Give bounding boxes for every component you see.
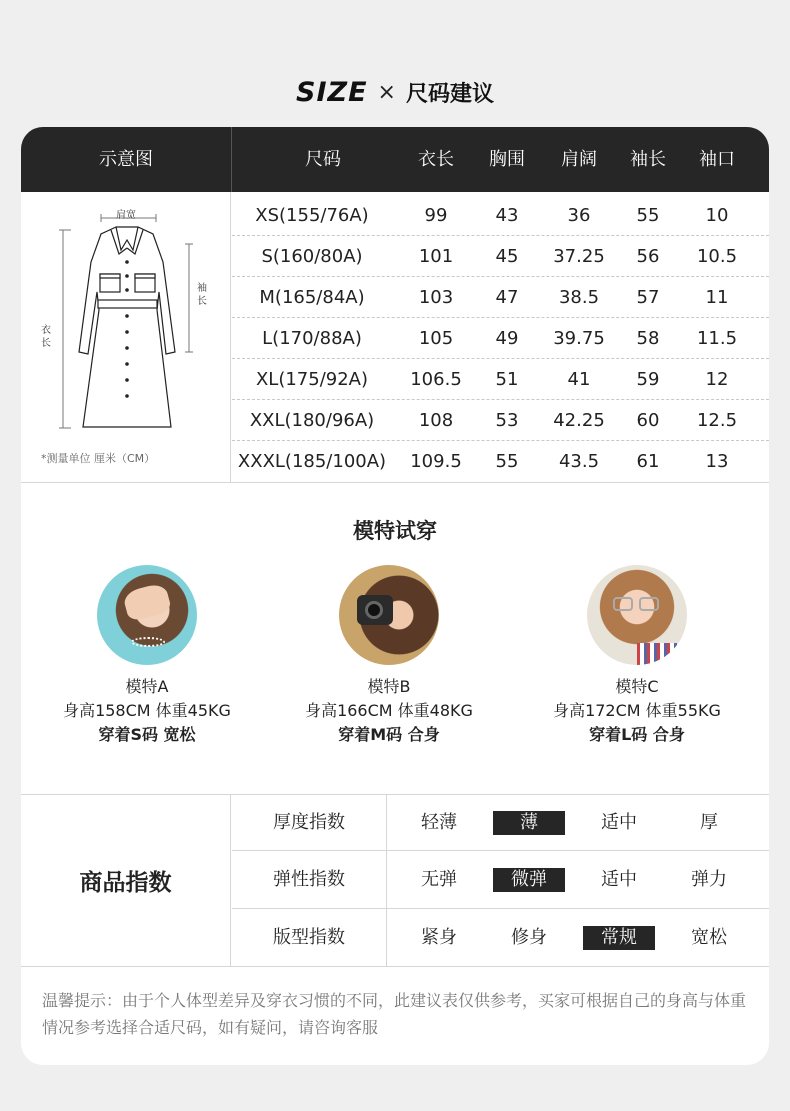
size-card: [21, 127, 769, 1065]
index-option-selected: 常规: [583, 926, 655, 950]
cell-length: 99: [424, 205, 448, 226]
table-row: [232, 195, 769, 236]
size-tip: 温馨提示：由于个人体型差异及穿衣习惯的不同，此建议表仅供参考，买家可根据自己的身高与体重情况参考选择合适尺码，如有疑问，请咨询客服: [42, 991, 747, 1037]
models-title: 模特试穿: [353, 519, 437, 543]
index-option: 宽松: [691, 927, 727, 948]
table-row: [232, 277, 769, 318]
col-header-size: 尺码: [305, 149, 341, 170]
cell-bust: 43: [495, 205, 519, 226]
model-a-avatar: [97, 565, 197, 665]
brand-wordmark: SIZE: [296, 76, 368, 108]
cell-cuff: 12: [705, 369, 729, 390]
cell-sleeve: 56: [636, 246, 660, 267]
index-option-selected: 薄: [493, 811, 565, 835]
cell-bust: 45: [495, 246, 519, 267]
col-header-sleeve: 袖长: [630, 149, 666, 170]
index-option: 弹力: [691, 869, 727, 890]
model-fit: 穿着M码 合身: [338, 725, 440, 744]
cell-shoulder: 39.75: [553, 328, 605, 349]
cell-length: 103: [418, 287, 454, 308]
unit-note: *测量单位 厘米（CM）: [41, 452, 156, 465]
coat-sketch-icon: [21, 192, 231, 442]
model-name: 模特A: [125, 677, 169, 696]
index-option: 紧身: [421, 927, 457, 948]
cell-bust: 49: [495, 328, 519, 349]
model-stats: 身高158CM 体重45KG: [63, 701, 231, 720]
index-label: 版型指数: [232, 909, 387, 966]
model-stats: 身高166CM 体重48KG: [305, 701, 473, 720]
cell-shoulder: 37.25: [553, 246, 605, 267]
garment-diagram: [21, 192, 231, 482]
table-row: [232, 236, 769, 277]
index-row-thickness: [232, 794, 769, 851]
cell-size: L(170/88A): [262, 328, 362, 349]
section-divider: [21, 482, 769, 483]
cell-length: 101: [418, 246, 454, 267]
cell-size: XXXL(185/100A): [237, 451, 387, 472]
cell-shoulder: 36: [567, 205, 591, 226]
index-label: 厚度指数: [232, 794, 387, 851]
product-index-title: 商品指数: [21, 794, 231, 966]
col-header-bust: 胸围: [489, 149, 525, 170]
cell-length: 108: [418, 410, 454, 431]
cell-sleeve: 60: [636, 410, 660, 431]
cell-bust: 55: [495, 451, 519, 472]
index-option: 厚: [700, 812, 718, 833]
index-option: 适中: [601, 812, 637, 833]
model-c-avatar: [587, 565, 687, 665]
diagram-label-length: 衣长: [41, 325, 51, 349]
cell-cuff: 11.5: [696, 328, 738, 349]
index-label: 弹性指数: [232, 851, 387, 908]
header-divider: [231, 127, 232, 192]
index-option: 轻薄: [421, 812, 457, 833]
cell-bust: 51: [495, 369, 519, 390]
table-row: [232, 318, 769, 359]
size-table-header: [21, 127, 769, 192]
cell-size: M(165/84A): [259, 287, 365, 308]
page-title: 尺码建议: [405, 81, 494, 107]
cell-length: 105: [418, 328, 454, 349]
cell-sleeve: 57: [636, 287, 660, 308]
index-row-elasticity: [232, 851, 769, 908]
table-row: [232, 400, 769, 441]
section-divider: [21, 966, 769, 967]
cell-cuff: 13: [705, 451, 729, 472]
model-card: [269, 565, 509, 747]
cell-cuff: 11: [705, 287, 729, 308]
col-header-cuff: 袖口: [699, 149, 735, 170]
cell-length: 109.5: [410, 451, 462, 472]
cell-sleeve: 58: [636, 328, 660, 349]
model-fit: 穿着L码 合身: [589, 725, 685, 744]
model-name: 模特C: [615, 677, 659, 696]
table-row: [232, 441, 769, 482]
diagram-label-sleeve: 袖长: [197, 283, 207, 307]
cell-sleeve: 61: [636, 451, 660, 472]
cell-sleeve: 55: [636, 205, 660, 226]
cell-shoulder: 43.5: [558, 451, 600, 472]
col-header-shoulder: 肩阔: [561, 149, 597, 170]
cell-cuff: 12.5: [696, 410, 738, 431]
model-card: [27, 565, 267, 747]
cell-bust: 47: [495, 287, 519, 308]
cell-bust: 53: [495, 410, 519, 431]
cell-shoulder: 42.25: [553, 410, 605, 431]
cell-size: XXL(180/96A): [249, 410, 375, 431]
cell-shoulder: 38.5: [558, 287, 600, 308]
index-option: 适中: [601, 869, 637, 890]
page-header: [0, 70, 790, 114]
index-option: 无弹: [421, 869, 457, 890]
col-header-length: 衣长: [418, 149, 454, 170]
model-stats: 身高172CM 体重55KG: [553, 701, 721, 720]
cell-cuff: 10.5: [696, 246, 738, 267]
cell-cuff: 10: [705, 205, 729, 226]
cell-shoulder: 41: [567, 369, 591, 390]
diagram-label-shoulder: 肩宽: [116, 210, 136, 221]
model-b-avatar: [339, 565, 439, 665]
model-name: 模特B: [367, 677, 411, 696]
model-fit: 穿着S码 宽松: [98, 725, 196, 744]
cell-sleeve: 59: [636, 369, 660, 390]
index-option-selected: 微弹: [493, 868, 565, 892]
cell-length: 106.5: [410, 369, 462, 390]
diagram-header: 示意图: [99, 149, 153, 170]
table-row: [232, 359, 769, 400]
cell-size: S(160/80A): [261, 246, 363, 267]
cell-size: XL(175/92A): [255, 369, 369, 390]
index-row-fit: [232, 909, 769, 966]
header-separator: ×: [377, 79, 396, 105]
index-option: 修身: [511, 927, 547, 948]
cell-size: XS(155/76A): [255, 205, 369, 226]
model-card: [517, 565, 757, 747]
